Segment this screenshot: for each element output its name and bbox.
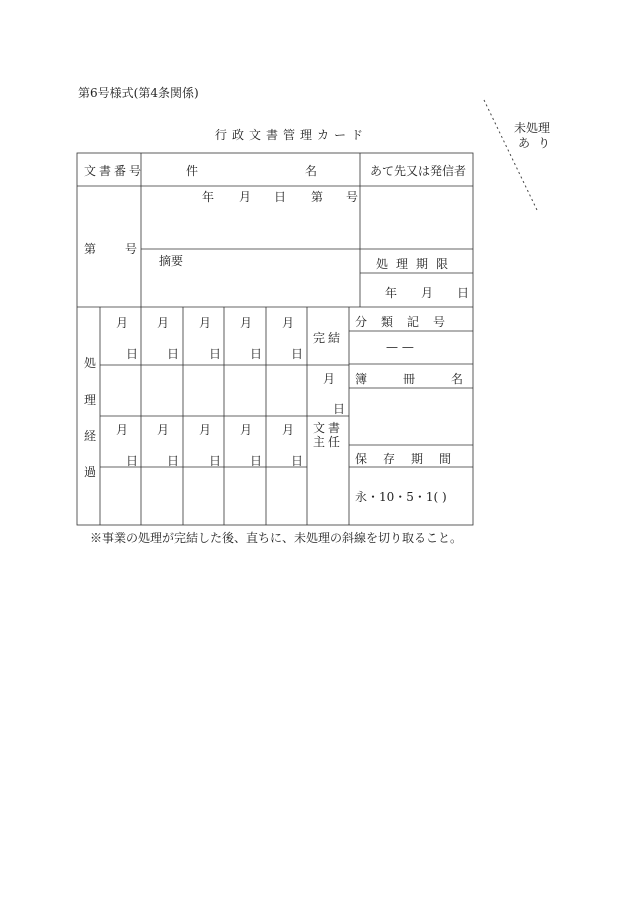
process-label-3: 経 [84, 429, 97, 443]
cell-month: 月 [116, 316, 129, 330]
retention-label: 保存期間 [355, 452, 468, 466]
date-year: 年 [202, 190, 215, 204]
cell-day: 日 [167, 454, 180, 468]
subject-header-ken: 件 [186, 164, 199, 178]
date-dai: 第 [311, 190, 324, 204]
cell-day: 日 [209, 454, 222, 468]
completion-month: 月 [323, 372, 336, 386]
number-dai: 第 [84, 242, 97, 256]
date-day: 日 [274, 190, 287, 204]
cell-day: 日 [126, 347, 139, 361]
cell-day: 日 [250, 454, 263, 468]
process-label-2: 理 [84, 393, 97, 407]
doc-officer-label: 文書主任 [313, 421, 344, 449]
process-label-1: 処 [84, 356, 97, 370]
summary-label: 摘要 [159, 254, 184, 268]
deadline-label: 処理期限 [376, 257, 457, 271]
completion-label: 完結 [313, 331, 344, 345]
cell-day: 日 [250, 347, 263, 361]
date-go: 号 [346, 190, 359, 204]
cell-month: 月 [199, 423, 212, 437]
cell-month: 月 [282, 423, 295, 437]
date-month: 月 [239, 190, 252, 204]
ledger-label: 簿冊名 [355, 372, 500, 386]
classification-label: 分類記号 [355, 315, 460, 329]
deadline-year: 年 [385, 286, 398, 300]
cell-month: 月 [157, 423, 170, 437]
doc-number-header: 文書番号 [84, 164, 145, 178]
cell-month: 月 [282, 316, 295, 330]
cell-day: 日 [126, 454, 139, 468]
footnote: ※事業の処理が完結した後、直ちに、未処理の斜線を切り取ること。 [90, 531, 463, 545]
completion-day: 日 [333, 402, 346, 416]
number-go: 号 [125, 242, 138, 256]
subject-header-mei: 名 [305, 164, 318, 178]
form-number-label: 第6号様式(第4条関係) [78, 86, 199, 100]
cell-month: 月 [157, 316, 170, 330]
cell-month: 月 [199, 316, 212, 330]
cell-day: 日 [167, 347, 180, 361]
cell-month: 月 [240, 316, 253, 330]
process-label-4: 過 [84, 465, 97, 479]
unprocessed-note-line1: 未処理 [514, 121, 551, 135]
classification-value: — — [386, 340, 414, 354]
cell-month: 月 [116, 423, 129, 437]
cell-day: 日 [291, 454, 304, 468]
cell-month: 月 [240, 423, 253, 437]
unprocessed-note-line2: あり [518, 136, 559, 150]
form-title: 行政文書管理カード [215, 128, 369, 142]
deadline-month: 月 [421, 286, 434, 300]
retention-value: 永・10・5・1( ) [355, 490, 447, 504]
deadline-day: 日 [457, 286, 470, 300]
cell-day: 日 [209, 347, 222, 361]
cell-day: 日 [291, 347, 304, 361]
addressee-header: あて先又は発信者 [370, 164, 467, 178]
